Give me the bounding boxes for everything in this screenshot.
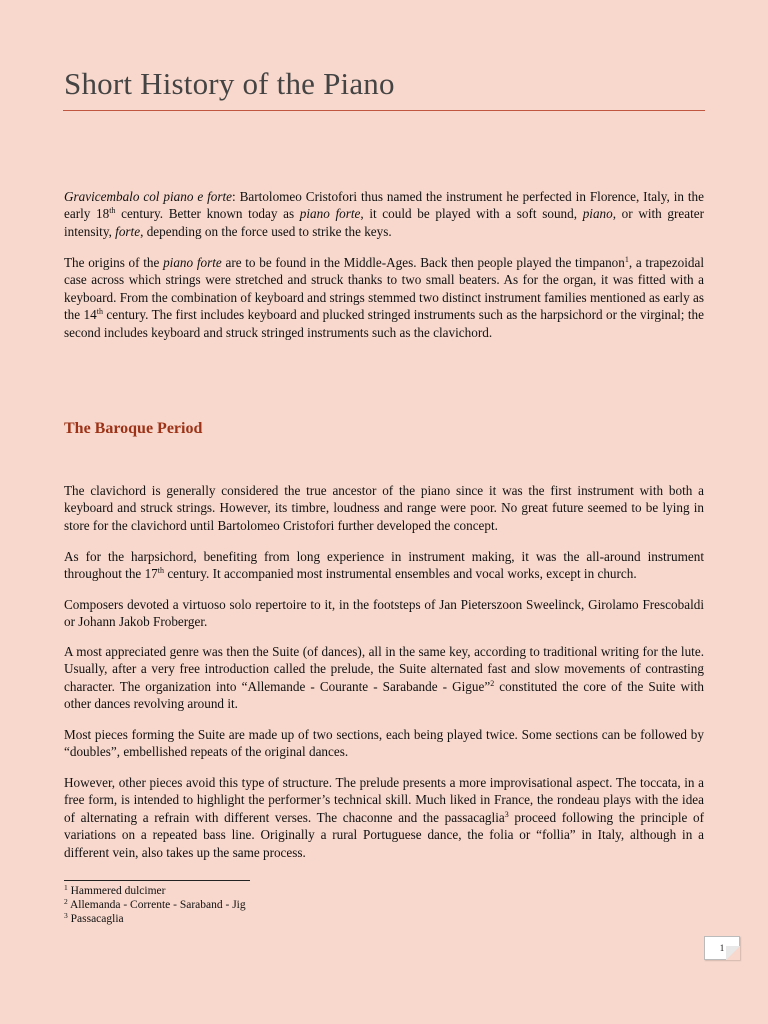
italic-term: Gravicembalo col piano e forte — [64, 189, 233, 204]
footnote-number: 1 — [64, 883, 68, 892]
text-run: century. The first includes keyboard and plucked stringed instruments such as the harpsichord or the virginal; the second includes keyboard and struck stringed instruments such as the clavichord. — [64, 307, 704, 340]
text-run: The origins of the — [64, 255, 164, 270]
text-run: , a trapezoidal case across which strings were stretched and struck thanks to two small beaters. As for the organ, it was fitted with a keyboard. From the combination of keyboard and strings stemmed two distinct instrument families mentioned as early as the 14 — [64, 255, 705, 323]
footnote — [64, 898, 364, 912]
section-heading: The Baroque Period — [64, 420, 203, 437]
superscript: th — [157, 566, 165, 576]
text-run: , depending on the force used to strike the keys. — [140, 223, 392, 239]
baroque-paragraph-4 — [64, 643, 704, 713]
footnote — [64, 884, 364, 898]
text-run: constituted the core of the Suite with other dances revolving around it. — [64, 678, 704, 712]
italic-term: forte — [115, 223, 141, 239]
baroque-paragraph-2 — [64, 548, 704, 583]
text-run: , or with greater intensity, — [64, 206, 705, 239]
intro-paragraph-1 — [64, 188, 704, 240]
footnote-divider — [64, 880, 250, 881]
italic-term: piano forte — [163, 255, 222, 270]
footnotes — [64, 884, 364, 926]
footnote-ref: 2 — [490, 678, 495, 688]
text-run: However, other pieces avoid this type of structure. The prelude presents a more improvisational aspect. The toccata, in a free form, is intended to highlight the performer’s technical skill. Much liked in France, the rondeau plays with the idea of alternating a refrain with different verses. The chaconne and the passacaglia — [64, 775, 704, 825]
intro-paragraph-2 — [64, 254, 704, 341]
italic-term: piano — [582, 206, 613, 222]
text-run: proceed following the principle of variations on a repeated bass line. Originally a rural Portuguese dance, the folia or “follia” in Italy, although in a different vein, also takes up the same process. — [64, 809, 704, 860]
footnote-number: 2 — [64, 897, 68, 906]
baroque-paragraph-6 — [64, 774, 704, 861]
text-run: century. Better known today as — [115, 206, 300, 222]
text-run: A most appreciated genre was then the Suite (of dances), all in the same key, according to traditional writing for the lute. Usually, after a very free introduction called the prelude, the Suite alternated fast and slow movements of contrasting character. The organization into “Allemande - Courante - Sarabande - Gigue” — [64, 644, 704, 694]
superscript: th — [109, 206, 116, 216]
footnote-text: Passacaglia — [67, 913, 124, 925]
baroque-paragraph-3: Composers devoted a virtuoso solo repertoire to it, in the footsteps of Jan Pieterszoon Sweelinck, Girolamo Frescobaldi or Johann Jakob Froberger. — [64, 597, 704, 630]
superscript: th — [96, 307, 103, 317]
text-run: : Bartolomeo Cristofori thus named the instrument he perfected in Florence, Italy, in the early 18 — [64, 189, 704, 222]
baroque-paragraph-5: Most pieces forming the Suite are made up of two sections, each being played twice. Some sections can be followed by “doubles”, embellished repeats of the original dances. — [64, 727, 704, 760]
footnote-text: Allemanda - Corrente - Saraband - Jig — [67, 899, 246, 911]
text-run: , it could be played with a soft sound, — [360, 206, 583, 222]
italic-term: piano forte — [299, 206, 361, 222]
footnote — [64, 912, 364, 926]
page-number: 1 — [704, 936, 740, 960]
footnote-ref: 1 — [624, 255, 629, 264]
text-run: are to be found in the Middle-Ages. Back then people played the timpanon — [221, 255, 625, 270]
baroque-paragraph-1: The clavichord is generally considered the true ancestor of the piano since it was the first instrument with both a keyboard and struck strings. However, its timbre, loudness and range were poor. No great future seemed to be lying in store for the clavichord until Bartolomeo Cristofori further developed the concept. — [64, 483, 704, 533]
footnote-ref: 3 — [504, 809, 509, 819]
footnote-number: 3 — [64, 911, 68, 920]
title-divider — [63, 110, 705, 111]
text-run: century. It accompanied most instrumental ensembles and vocal works, except in church. — [164, 566, 637, 582]
text-run: As for the harpsichord, benefiting from long experience in instrument making, it was the all-around instrument throughout the 17 — [64, 549, 704, 582]
footnote-text: Hammered dulcimer — [67, 885, 166, 897]
page-title: Short History of the Piano — [64, 66, 395, 101]
